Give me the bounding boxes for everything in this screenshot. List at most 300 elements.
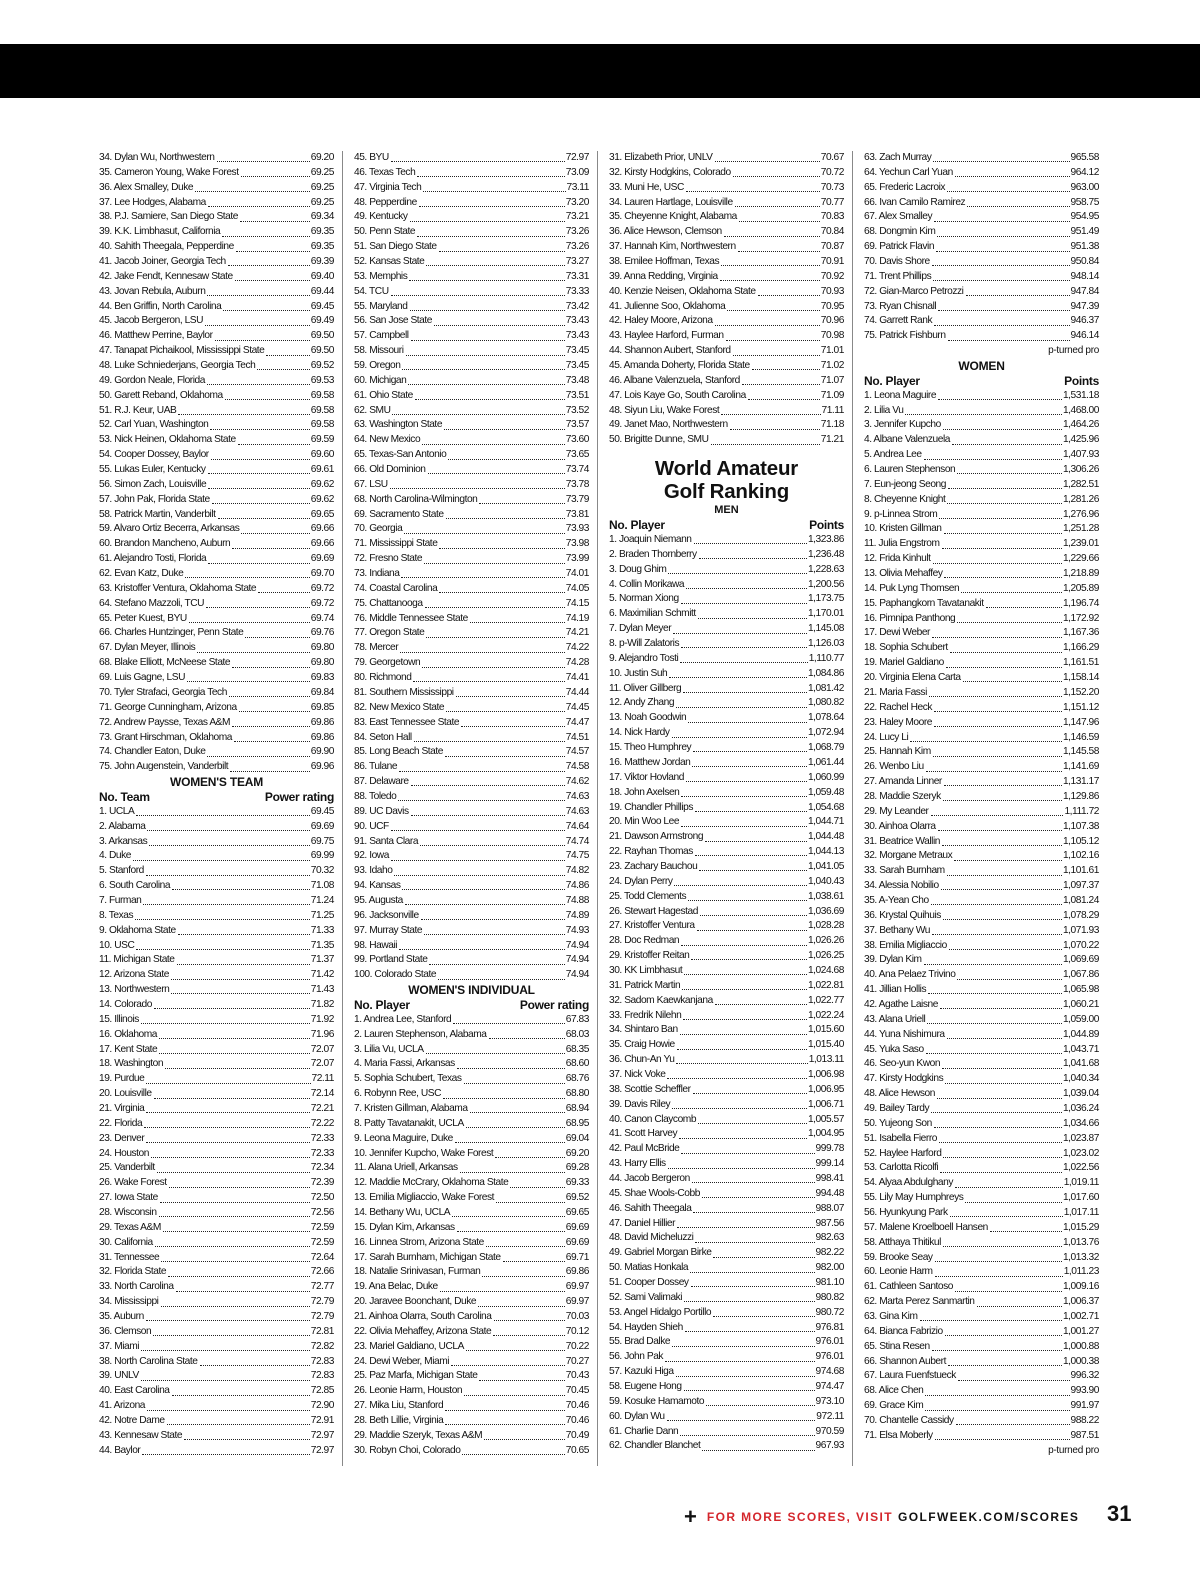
dot-leader <box>938 307 1069 311</box>
list-item <box>864 1340 1099 1355</box>
entry-value: 72.79 <box>310 1311 334 1323</box>
entry-value: 73.45 <box>565 360 589 372</box>
list-item <box>354 909 589 924</box>
entry-name: 92. Iowa <box>354 850 389 862</box>
entry-name: 6. Lauren Stephenson <box>864 464 956 476</box>
entry-name: 19. Purdue <box>99 1073 145 1085</box>
dot-leader <box>479 1377 564 1381</box>
list-item <box>609 1439 844 1454</box>
list-item <box>864 1191 1099 1206</box>
entry-name: 23. Mariel Galdiano, UCLA <box>354 1340 464 1352</box>
golfweek-scores-link[interactable]: GOLFWEEK.COM/SCORES <box>898 1510 1080 1524</box>
list-item <box>354 1325 589 1340</box>
entry-name: 49. Janet Mao, Northwestern <box>609 419 728 431</box>
entry-value: 69.83 <box>310 672 334 684</box>
entry-name: 74. Garrett Rank <box>864 315 933 327</box>
list-item <box>864 924 1099 939</box>
dot-leader <box>685 1328 815 1332</box>
dot-leader <box>234 738 310 742</box>
dot-leader <box>686 778 807 782</box>
entry-value: 72.66 <box>310 1266 334 1278</box>
entry-value: 1,044.48 <box>807 831 844 843</box>
entry-name: 2. Lilia Vu <box>864 404 904 416</box>
dot-leader <box>420 842 565 846</box>
entry-name: 55. Lukas Euler, Kentucky <box>99 464 206 476</box>
entry-name: 31. Patrick Martin <box>609 979 681 991</box>
list-item <box>864 835 1099 850</box>
list-item <box>609 890 844 905</box>
entry-name: 45. Shae Wools-Cobb <box>609 1187 700 1199</box>
dot-leader <box>935 1273 1063 1277</box>
dot-leader <box>682 986 807 990</box>
dot-leader <box>443 1095 565 1099</box>
entry-value: 1,282.51 <box>1062 478 1099 490</box>
entry-value: 999.14 <box>815 1158 844 1170</box>
entry-value: 70.91 <box>820 256 844 267</box>
dot-leader <box>697 927 807 931</box>
entry-name: 3. Lilia Vu, UCLA <box>354 1043 424 1055</box>
entry-value: 74.28 <box>565 657 589 669</box>
entry-name: 34. Mississippi <box>99 1296 159 1308</box>
dot-leader <box>414 738 565 742</box>
list-item <box>354 181 589 196</box>
entry-value: 74.94 <box>565 969 589 981</box>
dot-leader <box>952 441 1062 445</box>
list-item <box>99 433 334 448</box>
list-item <box>354 1161 589 1176</box>
entry-name: 39. Anna Redding, Virginia <box>609 270 718 282</box>
dot-leader <box>700 912 807 916</box>
list-item <box>609 548 844 563</box>
entry-name: 70. Tyler Strafaci, Georgia Tech <box>99 686 227 698</box>
list-item <box>354 701 589 716</box>
entry-value: 1,078.29 <box>1062 909 1099 921</box>
entry-name: 73. Indiana <box>354 568 400 580</box>
entry-name: 73. Grant Hirschman, Oklahoma <box>99 731 233 743</box>
entry-value: 1,281.26 <box>1062 493 1099 505</box>
column-2 <box>354 151 589 1459</box>
entry-value: 69.35 <box>310 241 334 253</box>
entry-name: 26. Wenbo Liu <box>864 761 924 773</box>
list-item <box>864 1221 1099 1236</box>
dot-leader <box>168 1273 310 1277</box>
list-item <box>609 860 844 875</box>
dot-leader <box>684 971 807 975</box>
dot-leader <box>947 500 1062 504</box>
womens-individual-list-part-1 <box>354 1013 589 1459</box>
entry-name: 33. North Carolina <box>99 1281 174 1293</box>
womens-individual-column-header <box>354 998 589 1013</box>
dot-leader <box>426 634 564 638</box>
entry-name: 58. Atthaya Thitikul <box>864 1236 941 1248</box>
list-item <box>609 433 844 448</box>
entry-name: 40. Sahith Theegala, Pepperdine <box>99 241 234 253</box>
entry-value: 1,022.24 <box>807 1009 844 1021</box>
entry-value: 1,041.05 <box>807 860 844 872</box>
dot-leader <box>665 1358 814 1362</box>
dot-leader <box>426 262 564 266</box>
list-item <box>354 686 589 701</box>
list-item <box>99 418 334 433</box>
entry-value: 1,145.58 <box>1062 746 1099 758</box>
entry-value: 72.56 <box>310 1207 334 1218</box>
dot-leader <box>218 515 310 519</box>
men-individual-list <box>99 151 334 775</box>
entry-name: 80. Richmond <box>354 672 412 684</box>
list-item <box>864 656 1099 671</box>
entry-name: 27. Iowa State <box>99 1192 158 1204</box>
entry-name: 39. Dylan Kim <box>864 954 922 966</box>
entry-name: 47. Tanapat Pichaikool, Mississippi State <box>99 345 265 357</box>
entry-value: 72.97 <box>310 1444 334 1456</box>
list-item <box>99 270 334 285</box>
dot-leader <box>681 644 807 648</box>
entry-name: 46. Seo-yun Kwon <box>864 1058 941 1070</box>
entry-name: 18. John Axelsen <box>609 786 680 798</box>
list-item <box>99 983 334 998</box>
list-item <box>99 1013 334 1028</box>
dot-leader <box>947 872 1062 876</box>
dot-leader <box>206 604 310 608</box>
list-item <box>864 983 1099 998</box>
entry-name: 54. Hayden Shieh <box>609 1321 683 1333</box>
entry-name: 52. Kansas State <box>354 256 425 267</box>
entry-value: 987.56 <box>815 1217 844 1229</box>
list-item <box>864 448 1099 463</box>
dot-leader <box>455 1139 565 1143</box>
entry-value: 69.69 <box>565 1221 589 1233</box>
entry-value: 69.74 <box>310 612 334 624</box>
dot-leader <box>739 218 820 222</box>
dot-leader <box>758 292 820 296</box>
entry-name: 7. Dylan Meyer <box>609 623 672 635</box>
list-item <box>354 1043 589 1058</box>
entry-value: 73.48 <box>565 374 589 386</box>
entry-value: 69.52 <box>310 360 334 372</box>
dot-leader <box>933 753 1062 757</box>
entry-value: 73.51 <box>565 389 589 401</box>
list-item <box>609 225 844 240</box>
entry-value: 74.89 <box>565 909 589 921</box>
dot-leader <box>144 1124 310 1128</box>
entry-value: 1,218.89 <box>1062 568 1099 580</box>
list-item <box>864 1028 1099 1043</box>
list-item <box>354 805 589 820</box>
list-item <box>609 1023 844 1038</box>
dot-leader <box>942 1065 1062 1069</box>
list-item <box>864 745 1099 760</box>
list-item <box>99 1191 334 1206</box>
entry-value: 73.11 <box>566 181 589 193</box>
dot-leader <box>461 723 565 727</box>
entry-value: 69.75 <box>310 835 334 847</box>
list-item <box>99 909 334 924</box>
entry-name: 53. Memphis <box>354 270 408 282</box>
no-player-label: No. Player <box>354 997 410 1012</box>
list-item <box>99 552 334 567</box>
entry-name: 19. Ana Belac, Duke <box>354 1281 438 1293</box>
list-item <box>99 522 334 537</box>
entry-name: 88. Toledo <box>354 790 397 802</box>
list-item <box>99 1236 334 1251</box>
entry-value: 1,141.69 <box>1062 761 1099 773</box>
entry-name: 40. Kenzie Neisen, Oklahoma State <box>609 285 756 297</box>
list-item <box>354 1072 589 1087</box>
list-item <box>609 1321 844 1336</box>
dot-leader <box>464 1080 565 1084</box>
dot-leader <box>391 158 565 162</box>
dot-leader <box>434 322 565 326</box>
entry-name: 63. Kristoffer Ventura, Oklahoma State <box>99 582 257 594</box>
entry-value: 954.95 <box>1070 211 1099 223</box>
entry-name: 68. North Carolina-Wilmington <box>354 493 478 505</box>
entry-name: 47. Lois Kaye Go, South Carolina <box>609 389 746 401</box>
dot-leader <box>503 1258 565 1262</box>
list-item <box>864 478 1099 493</box>
entry-name: 53. Angel Hidalgo Portillo <box>609 1306 712 1318</box>
dot-leader <box>258 589 310 593</box>
entry-value: 1,038.61 <box>807 890 844 902</box>
entry-value: 1,110.77 <box>808 652 844 664</box>
list-item <box>609 979 844 994</box>
entry-value: 73.26 <box>565 241 589 253</box>
list-item <box>609 1127 844 1142</box>
list-item <box>609 1291 844 1306</box>
dot-leader <box>679 1135 807 1139</box>
dot-leader <box>955 1288 1062 1292</box>
list-item <box>354 1102 589 1117</box>
dot-leader <box>149 842 309 846</box>
dot-leader <box>931 812 1064 816</box>
dot-leader <box>940 1005 1062 1009</box>
dot-leader <box>451 1362 565 1366</box>
entry-value: 988.07 <box>815 1202 844 1214</box>
entry-value: 1,001.27 <box>1062 1325 1099 1337</box>
list-item <box>99 1429 334 1444</box>
list-item <box>354 1295 589 1310</box>
dot-leader <box>752 366 820 370</box>
entry-value: 1,000.88 <box>1062 1340 1099 1352</box>
list-item <box>609 1083 844 1098</box>
entry-value: 73.79 <box>565 493 589 505</box>
dot-leader <box>448 456 564 460</box>
entry-name: 13. Olivia Mehaffey <box>864 568 943 580</box>
list-item <box>99 285 334 300</box>
entry-name: 5. Andrea Lee <box>864 449 922 461</box>
men-subheading: MEN <box>714 504 739 517</box>
entry-value: 73.43 <box>565 330 589 342</box>
entry-name: 39. K.K. Limbhasut, California <box>99 226 221 238</box>
list-item <box>609 255 844 270</box>
list-item <box>609 1425 844 1440</box>
list-item <box>99 1221 334 1236</box>
entry-name: 44. Ben Griffin, North Carolina <box>99 300 222 312</box>
entry-value: 976.81 <box>815 1321 844 1333</box>
entry-value: 71.42 <box>310 969 334 981</box>
dot-leader <box>197 649 309 653</box>
list-item <box>354 404 589 419</box>
list-item <box>354 879 589 894</box>
entry-name: 10. USC <box>99 939 135 951</box>
entry-value: 1,005.57 <box>807 1113 844 1125</box>
entry-name: 55. Lily May Humphreys <box>864 1192 964 1204</box>
dot-leader <box>681 600 807 604</box>
entry-value: 947.84 <box>1070 285 1099 297</box>
entry-name: 35. Cameron Young, Wake Forest <box>99 166 239 178</box>
list-item <box>864 612 1099 627</box>
list-item <box>864 1265 1099 1280</box>
column-4 <box>864 151 1099 1459</box>
entry-value: 72.59 <box>310 1221 334 1233</box>
entry-name: 65. Stina Resen <box>864 1340 930 1352</box>
dot-leader <box>932 634 1062 638</box>
list-item <box>609 592 844 607</box>
entry-value: 73.60 <box>565 434 589 446</box>
entry-value: 69.25 <box>310 196 334 208</box>
list-item <box>354 1132 589 1147</box>
dot-leader <box>686 585 807 589</box>
list-item <box>354 285 589 300</box>
dot-leader <box>699 867 807 871</box>
turned-pro-note: p-turned pro <box>1048 345 1099 357</box>
list-item <box>864 1310 1099 1325</box>
entry-value: 72.82 <box>310 1340 334 1352</box>
dot-leader <box>955 1184 1063 1188</box>
list-item <box>99 1444 334 1459</box>
entry-value: 965.58 <box>1070 151 1099 163</box>
entry-name: 17. Kent State <box>99 1043 158 1055</box>
dot-leader <box>462 1451 564 1455</box>
list-item <box>99 1072 334 1087</box>
entry-value: 70.96 <box>820 315 844 327</box>
dot-leader <box>391 292 565 296</box>
entry-value: 70.27 <box>565 1355 589 1367</box>
list-item <box>354 790 589 805</box>
entry-name: 41. Julienne Soo, Oklahoma <box>609 300 726 312</box>
entry-name: 54. Alyaa Abdulghany <box>864 1177 953 1189</box>
entry-value: 991.97 <box>1070 1400 1099 1412</box>
dot-leader <box>165 1065 310 1069</box>
entry-name: 73. Ryan Chisnall <box>864 300 937 312</box>
dot-leader <box>724 233 820 237</box>
entry-name: 13. Emilia Migliaccio, Wake Forest <box>354 1192 495 1204</box>
dot-leader <box>943 1154 1062 1158</box>
entry-name: 6. South Carolina <box>99 880 171 892</box>
dot-leader <box>927 1020 1062 1024</box>
list-item <box>99 329 334 344</box>
entry-value: 1,006.37 <box>1062 1296 1099 1308</box>
dot-leader <box>415 396 565 400</box>
entry-value: 68.60 <box>565 1058 589 1070</box>
list-item <box>99 1414 334 1429</box>
entry-name: 10. Justin Suh <box>609 667 668 679</box>
entry-value: 73.09 <box>565 166 589 178</box>
entry-value: 69.62 <box>310 493 334 505</box>
list-item <box>609 166 844 181</box>
list-item <box>354 1236 589 1251</box>
entry-value: 73.42 <box>565 300 589 312</box>
dot-leader <box>172 1392 310 1396</box>
entry-name: 37. Lee Hodges, Alabama <box>99 196 206 208</box>
entry-name: 22. Olivia Mehaffey, Arizona State <box>354 1325 492 1337</box>
entry-value: 1,006.71 <box>807 1098 844 1110</box>
points-label: Points <box>1064 373 1099 388</box>
entry-value: 72.97 <box>310 1429 334 1441</box>
entry-value: 69.58 <box>310 404 334 416</box>
list-item <box>864 537 1099 552</box>
list-item <box>99 1310 334 1325</box>
dot-leader <box>217 158 310 162</box>
list-item <box>99 1295 334 1310</box>
entry-value: 73.98 <box>565 538 589 550</box>
dot-leader <box>977 1303 1062 1307</box>
entry-name: 90. UCF <box>354 820 389 832</box>
entry-value: 1,011.23 <box>1063 1266 1099 1278</box>
entry-value: 68.94 <box>565 1102 589 1114</box>
entry-value: 1,152.20 <box>1062 686 1099 698</box>
entry-name: 38. Scottie Scheffler <box>609 1083 691 1095</box>
entry-value: 69.72 <box>310 582 334 594</box>
dot-leader <box>948 485 1062 489</box>
dot-leader <box>466 1347 565 1351</box>
entry-value: 69.69 <box>565 1236 589 1248</box>
list-item <box>864 1132 1099 1147</box>
entry-value: 71.33 <box>310 924 334 936</box>
wagr-men-list-part-2 <box>864 151 1099 344</box>
entry-name: 22. Florida <box>99 1117 143 1129</box>
entry-value: 1,044.89 <box>1062 1028 1099 1040</box>
list-item <box>99 968 334 983</box>
more-scores-text: FOR MORE SCORES, VISIT <box>706 1510 894 1524</box>
entry-name: 4. Duke <box>99 850 131 862</box>
entry-value: 74.63 <box>565 790 589 802</box>
entry-name: 43. Jovan Rebula, Auburn <box>99 285 206 297</box>
entry-name: 34. Shintaro Ban <box>609 1024 678 1036</box>
entry-value: 948.14 <box>1070 270 1099 282</box>
entry-name: 46. Sahith Theegala <box>609 1202 692 1214</box>
entry-name: 67. Laura Fuenfstueck <box>864 1370 956 1382</box>
entry-name: 29. My Leander <box>864 805 929 817</box>
entry-name: 7. Eun-jeong Seong <box>864 478 946 490</box>
entry-name: 30. California <box>99 1236 153 1248</box>
entry-value: 71.08 <box>310 880 334 892</box>
entry-name: 49. Gabriel Morgan Birke <box>609 1247 712 1259</box>
entry-value: 71.43 <box>310 984 334 996</box>
entry-value: 1,239.01 <box>1062 538 1099 550</box>
dot-leader <box>965 1199 1062 1203</box>
list-item <box>354 953 589 968</box>
dot-leader <box>955 173 1070 177</box>
entry-value: 1,044.13 <box>807 846 844 858</box>
entry-name: 42. Notre Dame <box>99 1415 165 1427</box>
entry-value: 73.26 <box>565 226 589 238</box>
entry-name: 23. Haley Moore <box>864 716 932 728</box>
dot-leader <box>153 1332 310 1336</box>
column-divider <box>342 151 343 1466</box>
entry-name: 8. Texas <box>99 909 134 921</box>
list-item <box>99 1325 334 1340</box>
list-item <box>864 1117 1099 1132</box>
dot-leader <box>944 782 1062 786</box>
dot-leader <box>189 619 310 623</box>
entry-name: 12. Frida Kinhult <box>864 553 931 565</box>
list-item <box>864 849 1099 864</box>
entry-value: 69.20 <box>565 1147 589 1159</box>
entry-value: 70.67 <box>820 151 844 163</box>
entry-name: 15. Dylan Kim, Arkansas <box>354 1221 455 1233</box>
entry-name: 5. Norman Xiong <box>609 593 679 605</box>
dot-leader <box>936 248 1069 252</box>
